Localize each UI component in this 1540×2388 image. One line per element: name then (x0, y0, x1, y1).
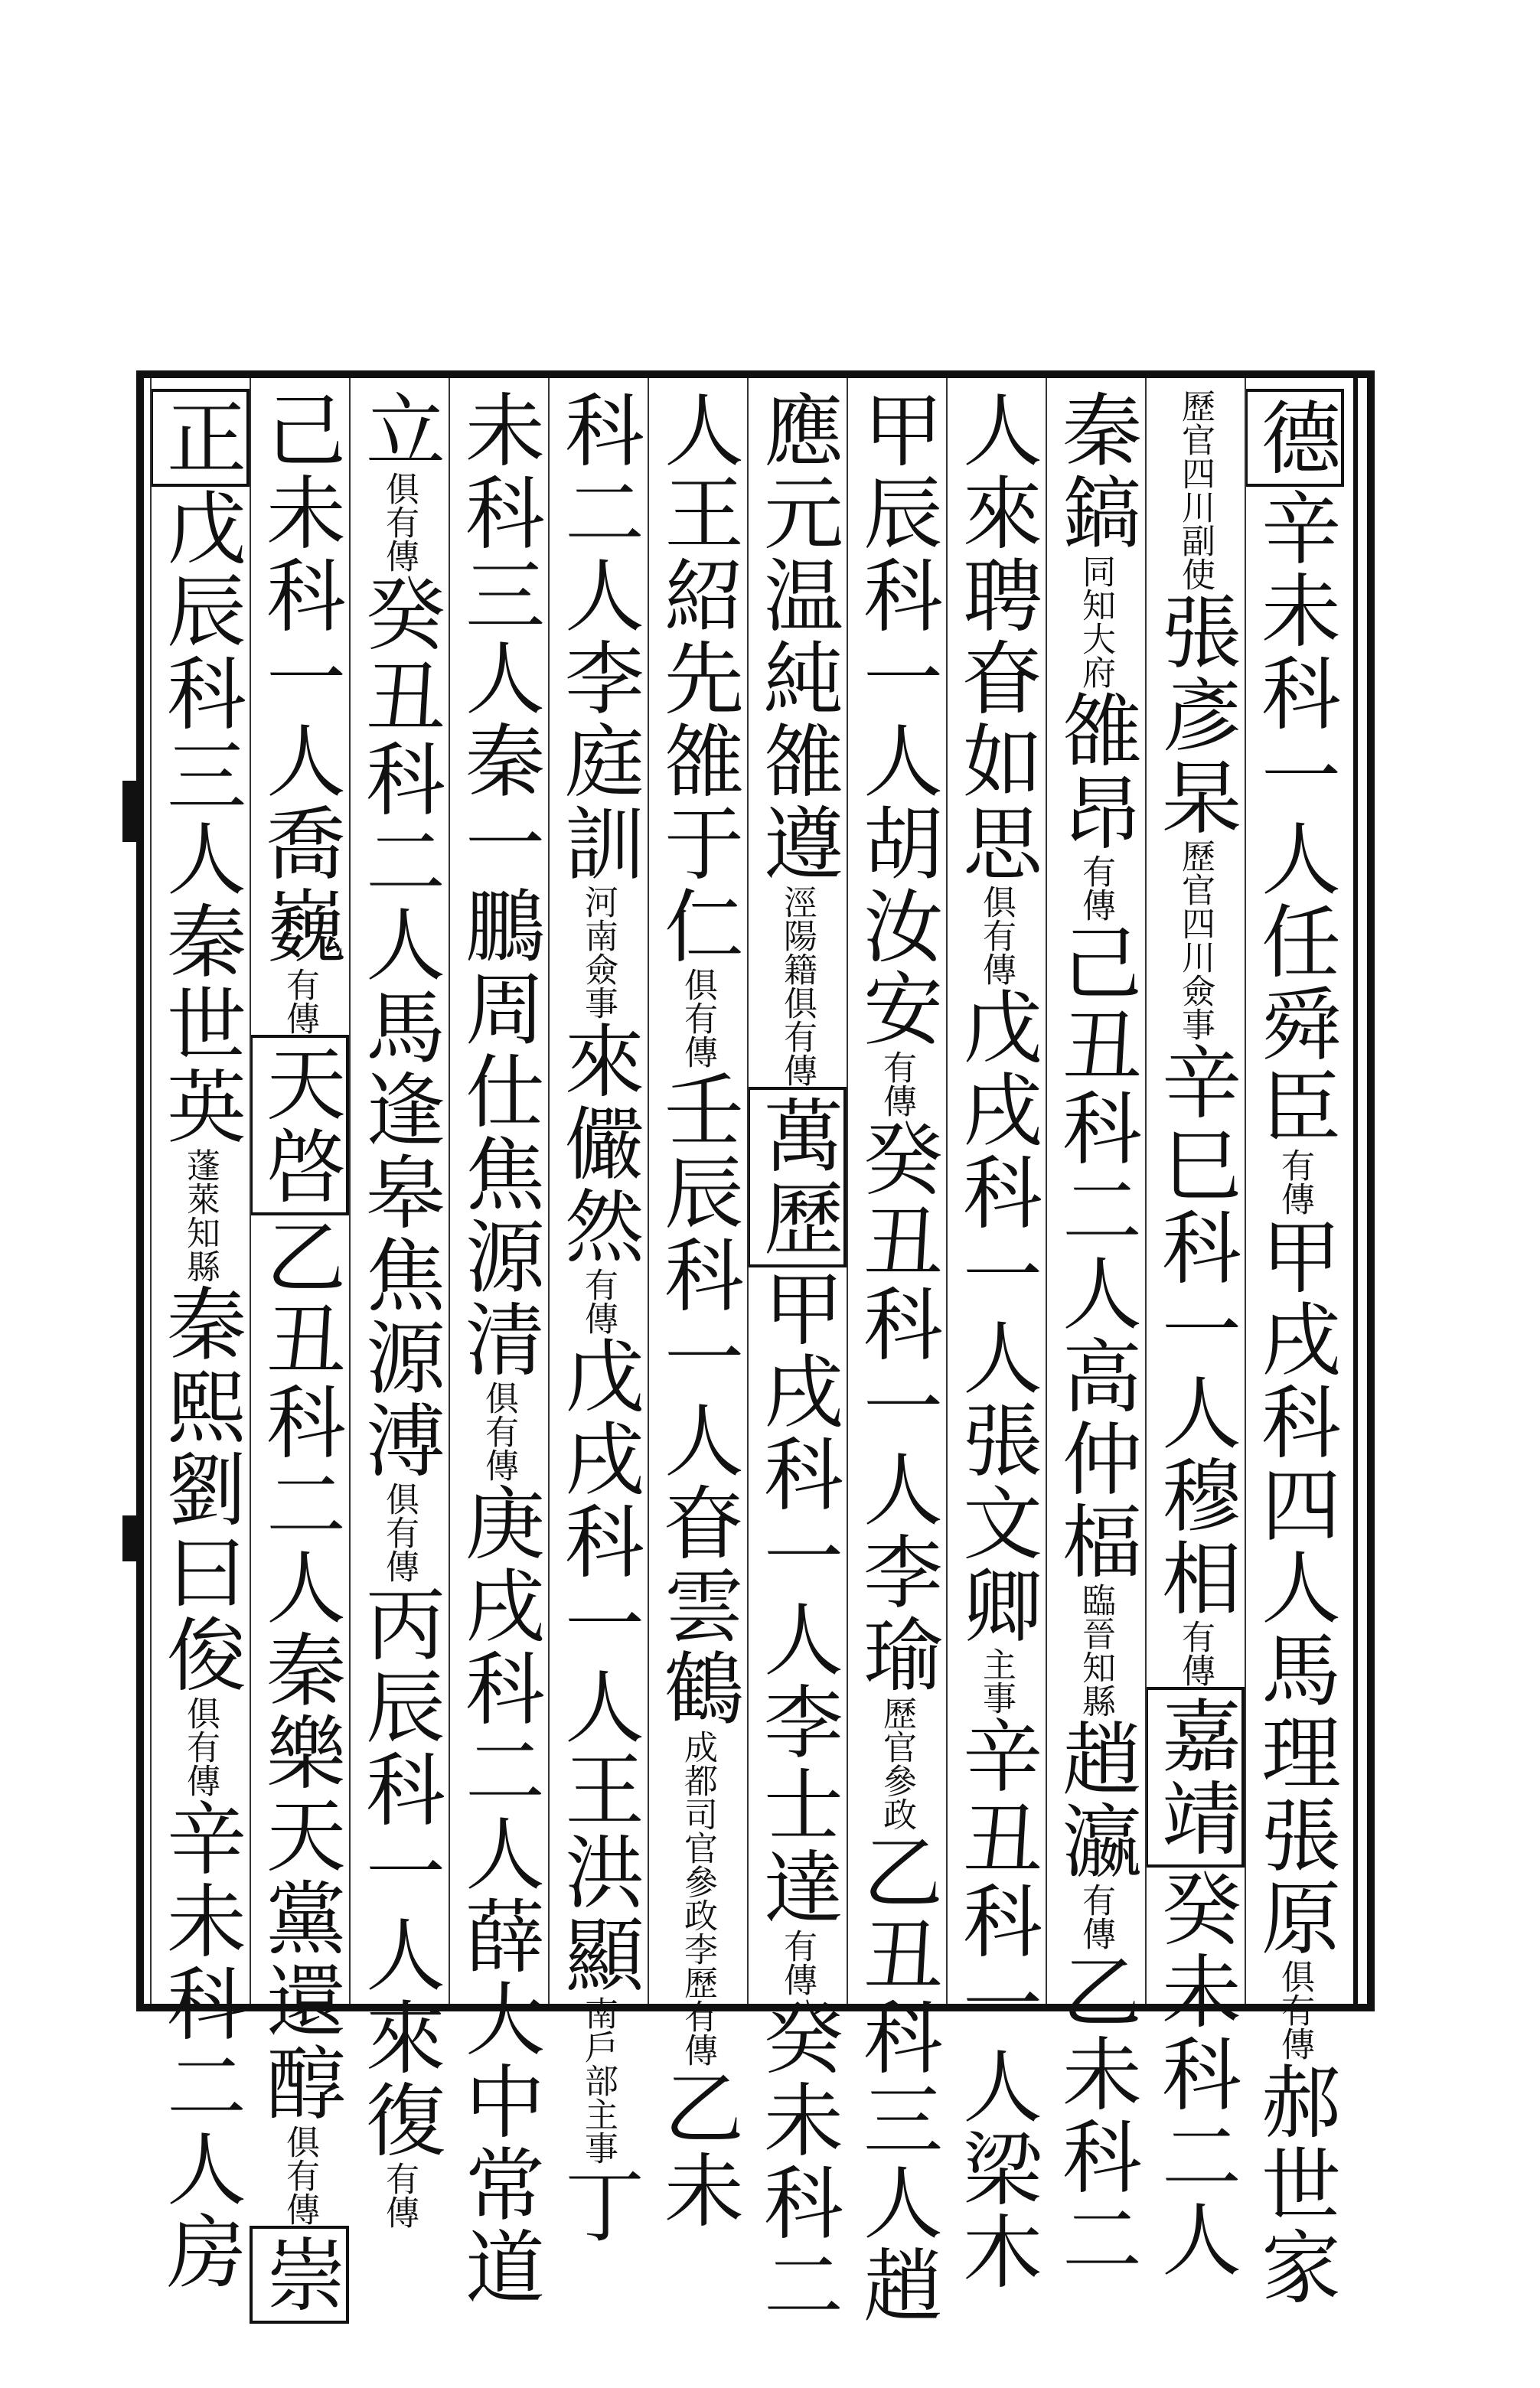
annotation-note: 河南僉事 (579, 885, 618, 1019)
annotation-note: 南戶部主事 (579, 1996, 618, 2165)
main-text: 戊辰科三人秦世英 (153, 487, 246, 1148)
main-text: 癸未科二人 (1148, 1868, 1241, 2281)
annotation-note: 蓬萊知縣 (181, 1148, 220, 1283)
text-column (548, 389, 648, 2247)
annotation-note: 同知大府 (1076, 554, 1115, 689)
annotation-note: 李歷有傳 (678, 1932, 717, 2067)
annotation-note: 有傳 (579, 1267, 618, 1335)
main-text: 秦鎬 (1049, 389, 1142, 554)
annotation-note: 俱有傳 (280, 2125, 319, 2226)
annotation-note: 有傳 (1275, 1148, 1314, 1215)
annotation-note: 有傳 (1176, 1620, 1215, 1687)
text-column (747, 389, 847, 2327)
era-name-box: 德 (1245, 389, 1344, 487)
main-text: 雒昂 (1049, 689, 1142, 854)
main-text: 辛未科二人房 (153, 1797, 246, 2293)
gutter-mark (122, 1515, 136, 1561)
main-text: 乙未 (651, 2067, 744, 2232)
border-inner-line (1353, 370, 1358, 2011)
main-text: 甲戌科一人李士達 (750, 1267, 843, 1929)
main-text: 癸未科二 (750, 1996, 843, 2327)
annotation-note: 歷官四川副使 (1176, 389, 1215, 591)
annotation-note: 有傳 (778, 1929, 817, 1996)
main-text: 乙丑科三人趙 (850, 1831, 943, 2327)
annotation-note: 臨晉知縣 (1076, 1583, 1115, 1718)
main-text: 癸丑科一人李瑜 (850, 1117, 943, 1696)
annotation-note: 歷官參政 (877, 1696, 916, 1831)
column-rule (1245, 378, 1246, 2004)
annotation-note: 俱有傳 (380, 1482, 419, 1583)
annotation-note: 俱有傳 (678, 967, 717, 1068)
main-text: 壬辰科一人眘雲鶴 (651, 1068, 744, 1730)
main-text: 辛未科一人任舜臣 (1248, 487, 1341, 1148)
main-text: 戊戌科一人張文卿 (949, 986, 1042, 1647)
main-text: 庚戌科二人薛大中常道 (452, 1482, 545, 2308)
annotation-note: 有傳 (877, 1050, 916, 1117)
text-column (946, 389, 1046, 2293)
text-column (847, 389, 946, 2327)
main-text: 來儼然 (551, 1019, 644, 1267)
annotation-note: 俱有傳 (1275, 1959, 1314, 2060)
column-rule (648, 378, 649, 2004)
era-name-box: 崇 (250, 2226, 349, 2324)
era-name-box: 萬歷 (747, 1087, 847, 1267)
annotation-note: 俱有傳 (977, 885, 1016, 986)
annotation-note: 有傳 (380, 2161, 419, 2229)
main-text: 戊戌科一人王洪顯 (551, 1335, 644, 1996)
text-column (449, 389, 548, 2308)
main-text: 趙瀛 (1049, 1718, 1142, 1883)
main-text: 未科三人秦一鵬周仕焦源清 (452, 389, 545, 1381)
annotation-note: 歷官四川僉事 (1176, 839, 1215, 1041)
annotation-note: 有傳 (1076, 1883, 1115, 1950)
annotation-note: 主事 (977, 1647, 1016, 1714)
column-rule (946, 378, 948, 2004)
column-rule (349, 378, 351, 2004)
main-text: 應元温純雒遵 (750, 389, 843, 885)
column-rule (548, 378, 550, 2004)
annotation-note: 有傳 (1076, 854, 1115, 922)
main-text: 甲戌科四人馬理張原 (1248, 1215, 1341, 1959)
main-text: 己丑科二人高仲楅 (1049, 922, 1142, 1583)
main-text: 辛丑科一人梁木 (949, 1714, 1042, 2293)
annotation-note: 涇陽籍俱有傳 (778, 885, 817, 1087)
main-text: 丙辰科一人來復 (352, 1583, 445, 2161)
main-text: 秦熙劉曰俊 (153, 1283, 246, 1696)
column-rule (150, 378, 152, 2004)
main-text: 人王紹先雒于仁 (651, 389, 744, 967)
text-column (1145, 389, 1245, 2281)
annotation-note: 成都司官參政 (678, 1730, 717, 1932)
main-text: 乙未科二 (1049, 1950, 1142, 2281)
main-text: 張彥杲 (1148, 591, 1241, 839)
column-rule (1145, 378, 1147, 2004)
main-text: 己未科一人喬巍 (253, 389, 346, 967)
annotation-note: 有傳 (280, 967, 319, 1035)
annotation-note: 俱有傳 (181, 1696, 220, 1797)
column-rule (250, 378, 251, 2004)
gutter-mark (122, 781, 136, 842)
column-rule (847, 378, 848, 2004)
text-column (648, 389, 747, 2232)
era-name-box: 正 (150, 389, 250, 487)
era-name-box: 嘉靖 (1145, 1687, 1245, 1868)
text-column (150, 389, 250, 2293)
main-text: 人來聘眘如思 (949, 389, 1042, 885)
column-rule (449, 378, 450, 2004)
annotation-note: 俱有傳 (380, 471, 419, 573)
era-name-box: 天啓 (250, 1035, 349, 1215)
main-text: 郝世家 (1248, 2060, 1341, 2308)
text-column (250, 389, 349, 2316)
main-text: 丁 (551, 2165, 644, 2247)
text-column (349, 389, 449, 2229)
text-column (1245, 389, 1344, 2308)
column-rule (1046, 378, 1047, 2004)
main-text: 乙丑科二人秦樂天黨還醇 (253, 1215, 346, 2125)
text-column (1046, 389, 1145, 2281)
main-text: 甲辰科一人胡汝安 (850, 389, 943, 1050)
main-text: 科二人李庭訓 (551, 389, 644, 885)
main-text: 癸丑科二人馬逢皋焦源溥 (352, 573, 445, 1482)
main-text: 辛巳科一人穆相 (1148, 1041, 1241, 1620)
column-rule (747, 378, 749, 2004)
annotation-note: 俱有傳 (479, 1381, 518, 1482)
main-text: 立 (352, 389, 445, 471)
